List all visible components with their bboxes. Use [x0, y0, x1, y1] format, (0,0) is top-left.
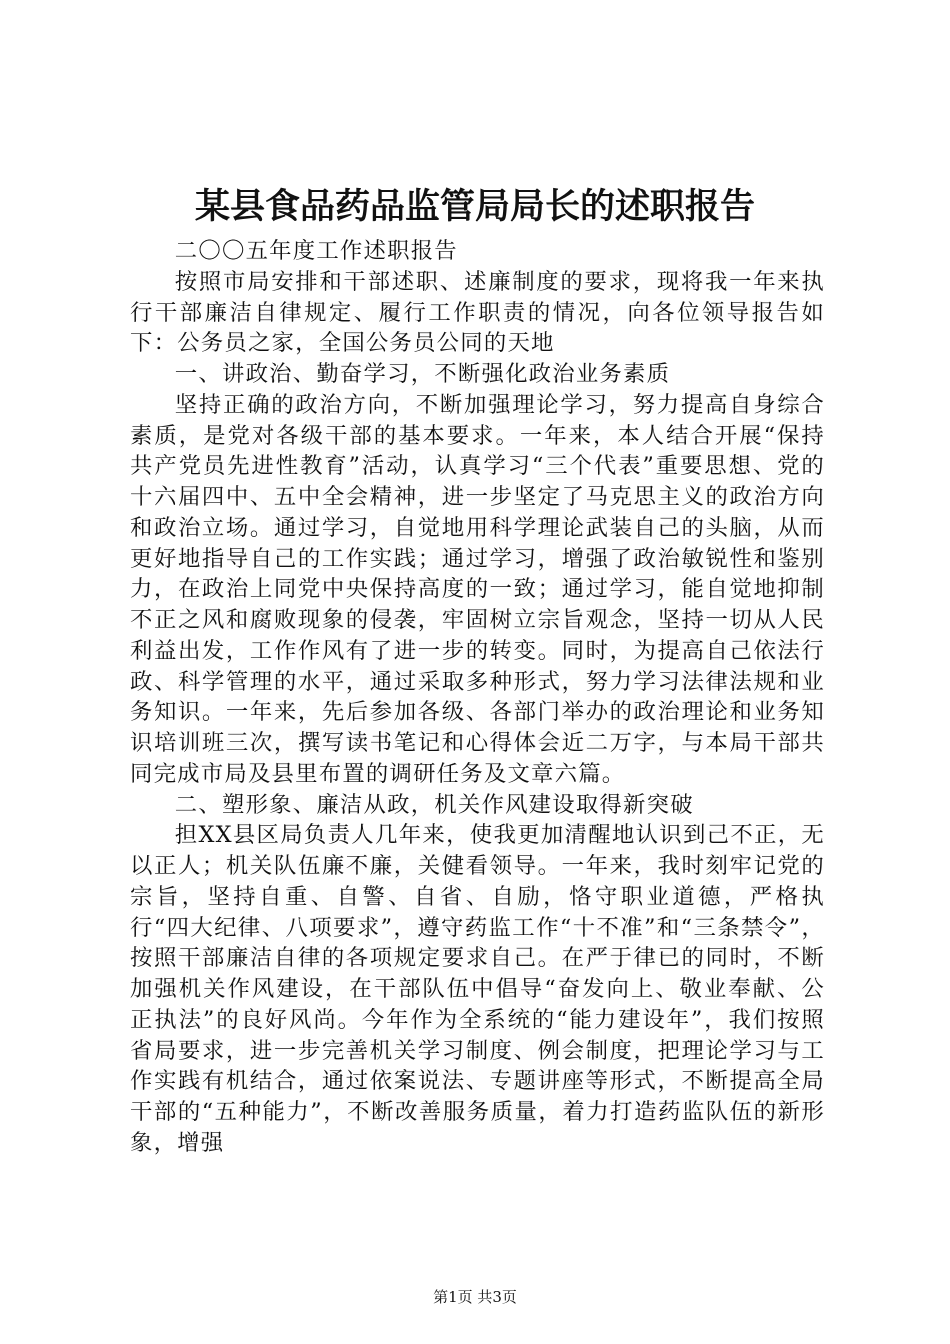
page-number-footer: 第1页 共3页: [433, 1288, 517, 1306]
paragraph-intro: 按照市局安排和干部述职、述廉制度的要求，现将我一年来执行干部廉洁自律规定、履行工作职责的情况，向各位领导报告如下：公务员之家，全国公务员公同的天地: [130, 268, 825, 357]
paragraph-section-1: 坚持正确的政治方向，不断加强理论学习，努力提高自身综合素质，是党对各级干部的基本要求。一年来，本人结合开展“保持共产党员先进性教育”活动，认真学习“三个代表”重要思想、党的十六届四中、五中全会精神，进一步坚定了马克思主义的政治方向和政治立场。通过学习，自觉地用科学理论武装自己的头脑，从而更好地指导自己的工作实践；通过学习，增强了政治敏锐性和鉴别力，在政治上同党中央保持高度的一致；通过学习，能自觉地抑制不正之风和腐败现象的侵袭，牢固树立宗旨观念，坚持一切从人民利益出发，工作作风有了进一步的转变。同时，为提高自己依法行政、科学管理的水平，通过采取多种形式，努力学习法律法规和业务知识。一年来，先后参加各级、各部门举办的政治理论和业务知识培训班三次，撰写读书笔记和心得体会近二万字，与本局干部共同完成市局及县里布置的调研任务及文章六篇。: [130, 391, 825, 787]
document-title: 某县食品药品监管局局长的述职报告: [194, 186, 755, 227]
section-heading-1: 一、讲政治、勤奋学习，不断强化政治业务素质: [174, 361, 671, 387]
paragraph-subtitle: 二〇〇五年度工作述职报告: [174, 238, 458, 264]
section-heading-2: 二、塑形象、廉洁从政，机关作风建设取得新突破: [174, 791, 694, 818]
document-body: [130, 236, 825, 1159]
paragraph-section-2: 担XX县区局负责人几年来，使我更加清醒地认识到己不正，无以正人；机关队伍廉不廉，关健看领导。一年来，我时刻牢记党的宗旨，坚持自重、自警、自省、自励，恪守职业道德，严格执行“四大纪律、八项要求”，遵守药监工作“十不准”和“三条禁令”，按照干部廉洁自律的各项规定要求自己。在严于律已的同时，不断加强机关作风建设，在干部队伍中倡导“奋发向上、敬业奉献、公正执法”的良好风尚。今年作为全系统的“能力建设年”，我们按照省局要求，进一步完善机关学习制度、例会制度，把理论学习与工作实践有机结合，通过依案说法、专题讲座等形式，不断提高全局干部的“五种能力”，不断改善服务质量，着力打造药监队伍的新形象，增强: [130, 822, 825, 1156]
